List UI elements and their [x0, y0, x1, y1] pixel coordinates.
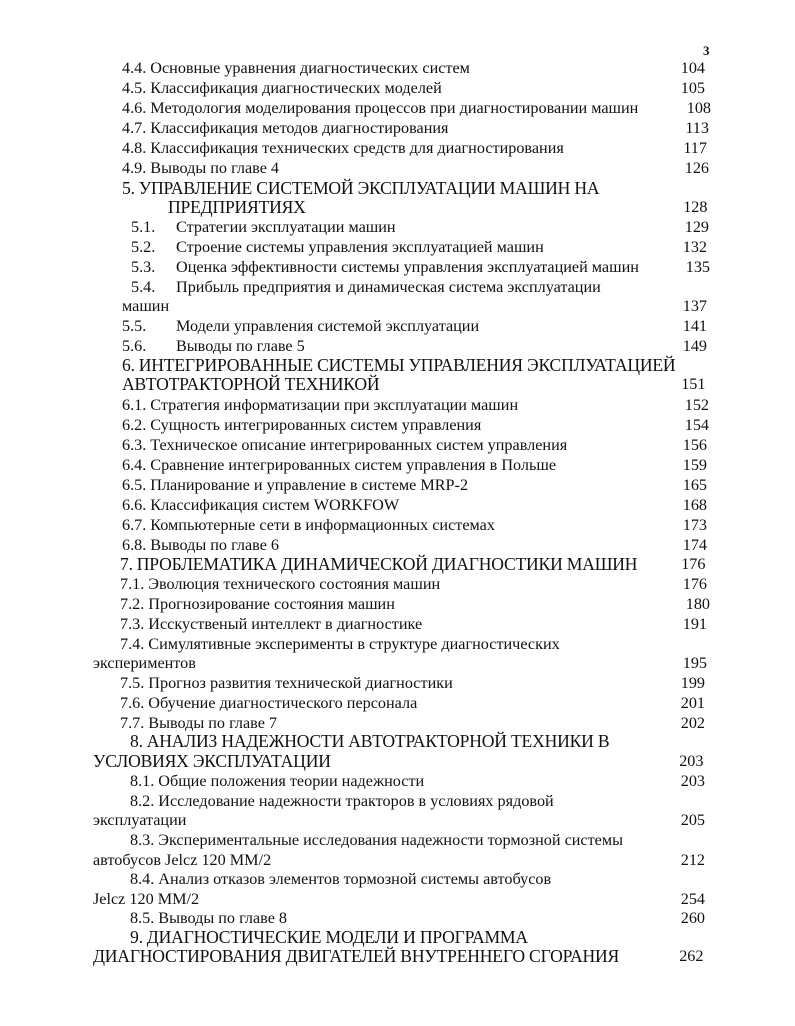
toc-entry	[0, 475, 795, 495]
toc-entry	[0, 927, 795, 947]
page-number: 3	[703, 43, 710, 58]
toc-entry-title: Выводы по главе 5	[176, 337, 305, 355]
toc-entry-page: 129	[684, 218, 709, 236]
toc-entry-continuation	[0, 946, 795, 966]
toc-entry-continuation	[0, 374, 795, 394]
toc-entry-page: 154	[684, 416, 709, 434]
toc-entry-title: Классификация диагностических моделей	[150, 79, 442, 97]
toc-entry	[0, 355, 795, 375]
toc-entry-title: Компьютерные сети в информационных системах	[150, 516, 495, 534]
toc-entry-number: 6.	[122, 355, 135, 375]
toc-entry-number: 4.9.	[122, 159, 147, 177]
toc-entry-title-continued: Jelcz 120 MM/2	[93, 890, 200, 908]
toc-entry-title: Выводы по главе 4	[150, 159, 280, 177]
toc-entry-title-continued: экспериментов	[93, 654, 196, 672]
toc-entry-number: 6.1.	[122, 396, 147, 414]
toc-entry-title: АНАЛИЗ НАДЕЖНОСТИ АВТОТРАКТОРНОЙ ТЕХНИКИ В	[146, 731, 610, 751]
toc-entry	[0, 634, 795, 654]
toc-entry-page: 141	[682, 317, 707, 335]
toc-entry-title: Сравнение интегрированных систем управления в Польше	[150, 456, 557, 474]
toc-entry-page: 199	[680, 674, 705, 692]
toc-entry	[0, 415, 795, 435]
toc-entry	[0, 515, 795, 535]
toc-entry-number: 7.4.	[120, 635, 145, 653]
toc-entry-number: 4.4.	[122, 59, 147, 77]
toc-entry-title: Обучение диагностического персонала	[148, 694, 418, 712]
toc-entry-title: Прогноз развития технической диагностики	[148, 674, 453, 692]
toc-entry-number: 4.5.	[122, 79, 147, 97]
toc-entry-page: 132	[682, 238, 707, 256]
toc-entry	[0, 830, 795, 850]
toc-entry-page: 254	[680, 890, 705, 908]
toc-entry-number: 8.3.	[130, 831, 155, 849]
toc-entry-title: Основные уравнения диагностических систем	[150, 59, 470, 77]
toc-entry-number: 4.7.	[122, 119, 147, 137]
toc-entry-page: 203	[679, 752, 704, 770]
toc-entry-title: Прогнозирование состояния машин	[148, 595, 395, 613]
toc-entry-page: 126	[684, 159, 709, 177]
toc-entry-continuation	[0, 850, 795, 870]
toc-entry-page: 212	[680, 851, 705, 869]
toc-entry-title: Планирование и управление в системе MRP-2	[150, 476, 469, 494]
toc-entry-continuation	[0, 296, 795, 316]
toc-entry-title-continued: автобусов Jelcz 120 MM/2	[93, 851, 272, 869]
toc-entry-number: 6.5.	[122, 476, 147, 494]
toc-entry	[0, 217, 795, 237]
toc-entry-number: 4.6.	[122, 99, 147, 117]
toc-entry-title: Исследование надежности тракторов в условиях рядовой	[158, 792, 554, 810]
toc-entry-page: 149	[682, 337, 707, 355]
toc-entry-number: 5.5.	[122, 317, 147, 335]
toc-entry-page: 205	[680, 811, 705, 829]
toc-entry	[0, 58, 795, 78]
toc-entry-page: 128	[683, 198, 708, 216]
toc-entry-page: 195	[682, 654, 707, 672]
toc-entry-page: 137	[682, 297, 707, 315]
toc-entry-title: Классификация методов диагностирования	[150, 119, 449, 137]
toc-entry-title: Модели управления системой эксплуатации	[176, 317, 480, 335]
toc-entry	[0, 78, 795, 98]
toc-entry	[0, 435, 795, 455]
toc-entry	[0, 118, 795, 138]
toc-entry-continuation	[0, 653, 795, 673]
toc-entry-number: 6.7.	[122, 516, 147, 534]
toc-entry-continuation	[0, 889, 795, 909]
toc-entry-number: 7.5.	[120, 674, 145, 692]
toc-entry-title: Симулятивные эксперименты в структуре диагностических	[148, 635, 560, 653]
toc-entry-page: 168	[682, 496, 707, 514]
toc-entry-page: 201	[680, 694, 705, 712]
toc-entry-page: 191	[682, 615, 707, 633]
toc-entry-number: 5.1.	[131, 218, 156, 236]
toc-entry-title: Экспериментальные исследования надежности тормозной системы	[158, 831, 623, 849]
toc-entry-page: 105	[680, 79, 705, 97]
toc-entry-page: 117	[683, 139, 707, 157]
toc-entry	[0, 869, 795, 889]
toc-entry-number: 7.1.	[120, 575, 145, 593]
toc-entry-number: 6.8.	[122, 536, 147, 554]
toc-entry	[0, 455, 795, 475]
toc-entry-title: Исскуственый интеллект в диагностике	[148, 615, 423, 633]
toc-entry-number: 9.	[130, 927, 143, 947]
toc-entry-title: ИНТЕГРИРОВАННЫЕ СИСТЕМЫ УПРАВЛЕНИЯ ЭКСПЛУАТАЦИЕЙ	[138, 355, 676, 375]
toc-entry-title-continued: УСЛОВИЯХ ЭКСПЛУАТАЦИИ	[93, 751, 331, 771]
toc-entry-number: 7.7.	[120, 714, 145, 732]
toc-entry-page: 260	[680, 909, 705, 927]
toc-entry	[0, 158, 795, 178]
toc-entry-title: Классификация технических средств для диагностирования	[150, 139, 564, 157]
toc-entry-number: 6.6.	[122, 496, 147, 514]
toc-entry-number: 8.	[130, 731, 143, 751]
toc-entry-number: 8.4.	[130, 870, 155, 888]
toc-entry	[0, 791, 795, 811]
toc-entry-title: Классификация систем WORKFOW	[150, 496, 400, 514]
toc-entry-title: Оценка эффективности системы управления эксплуатацией машин	[176, 258, 639, 276]
toc-entry	[0, 277, 795, 297]
toc-entry-number: 8.2.	[130, 792, 155, 810]
toc-entry-page: 202	[680, 714, 705, 732]
toc-entry-title: Общие положения теории надежности	[158, 772, 425, 790]
toc-entry-number: 4.8.	[122, 139, 147, 157]
toc-entry-number: 6.2.	[122, 416, 147, 434]
toc-entry-number: 8.1.	[130, 772, 155, 790]
toc-entry-number: 5.4.	[131, 278, 156, 296]
toc-entry-page: 203	[680, 772, 705, 790]
toc-entry-title: Строение системы управления эксплуатацией машин	[176, 238, 544, 256]
toc-entry	[0, 535, 795, 555]
toc-entry-number: 8.5.	[130, 909, 155, 927]
toc-entry-title: Техническое описание интегрированных систем управления	[150, 436, 568, 454]
toc-entry-continuation	[0, 197, 795, 217]
toc-entry-title: УПРАВЛЕНИЕ СИСТЕМОЙ ЭКСПЛУАТАЦИИ МАШИН НА	[138, 178, 600, 198]
toc-entry-continuation	[0, 810, 795, 830]
toc-entry-page: 135	[685, 258, 710, 276]
toc-entry	[0, 673, 795, 693]
toc-entry-number: 7.	[120, 554, 133, 574]
toc-entry	[0, 731, 795, 751]
toc-entry	[0, 693, 795, 713]
toc-entry-title: Выводы по главе 7	[148, 714, 278, 732]
toc-entry-page: 165	[682, 476, 707, 494]
toc-entry-number: 6.3.	[122, 436, 147, 454]
toc-entry	[0, 771, 795, 791]
toc-entry	[0, 178, 795, 198]
toc-entry-title: ДИАГНОСТИЧЕСКИЕ МОДЕЛИ И ПРОГРАММА	[146, 927, 528, 947]
toc-entry-page: 176	[681, 555, 706, 573]
toc-entry-title-continued: ДИАГНОСТИРОВАНИЯ ДВИГАТЕЛЕЙ ВНУТРЕННЕГО СГОРАНИЯ	[93, 946, 620, 966]
toc-entry-page: 104	[680, 59, 705, 77]
toc-entry	[0, 554, 795, 574]
toc-entry	[0, 336, 795, 356]
toc-entry-page: 262	[679, 947, 704, 965]
toc-entry-number: 5.2.	[131, 238, 156, 256]
toc-entry-title: Выводы по главе 8	[158, 909, 288, 927]
toc-entry-page: 173	[682, 516, 707, 534]
toc-entry-page: 156	[682, 436, 707, 454]
toc-entry-page: 174	[682, 536, 707, 554]
toc-entry-number: 7.2.	[120, 595, 145, 613]
toc-entry-title: Выводы по главе 6	[150, 536, 280, 554]
toc-entry	[0, 614, 795, 634]
toc-entry	[0, 713, 795, 733]
toc-entry-title: Сущность интегрированных систем управления	[150, 416, 482, 434]
toc-entry-title: Методология моделирования процессов при диагностировании машин	[150, 99, 639, 117]
toc-entry	[0, 316, 795, 336]
toc-entry	[0, 138, 795, 158]
toc-entry	[0, 594, 795, 614]
toc-entry-title-continued: АВТОТРАКТОРНОЙ ТЕХНИКОЙ	[122, 374, 380, 394]
toc-entry-title-continued: эксплуатации	[93, 811, 187, 829]
toc-entry-title: Эволюция технического состояния машин	[148, 575, 441, 593]
toc-entry-number: 6.4.	[122, 456, 147, 474]
toc-entry-title: Стратегия информатизации при эксплуатации машин	[150, 396, 519, 414]
toc-entry-title: ПРОБЛЕМАТИКА ДИНАМИЧЕСКОЙ ДИАГНОСТИКИ МАШИН	[136, 554, 638, 574]
toc-entry	[0, 395, 795, 415]
toc-entry-page: 176	[682, 575, 707, 593]
toc-entry-number: 7.3.	[120, 615, 145, 633]
toc-entry-page: 152	[684, 396, 709, 414]
toc-entry-number: 5.6.	[122, 337, 147, 355]
toc-entry-title: Прибыль предприятия и динамическая система эксплуатации	[176, 278, 601, 296]
toc-entry-page: 180	[685, 595, 710, 613]
toc-entry-title: Анализ отказов элементов тормозной системы автобусов	[158, 870, 552, 888]
toc-entry	[0, 574, 795, 594]
toc-entry-title-continued: машин	[122, 297, 170, 315]
toc-entry	[0, 98, 795, 118]
toc-entry-page: 108	[686, 99, 711, 117]
toc-entry-number: 5.	[122, 178, 135, 198]
toc-entry	[0, 257, 795, 277]
toc-entry-page: 113	[685, 119, 709, 137]
toc-entry-number: 5.3.	[131, 258, 156, 276]
toc-entry-title-continued: ПРЕДПРИЯТИЯХ	[168, 197, 306, 217]
toc-entry-page: 151	[681, 375, 706, 393]
toc-entry-page: 159	[682, 456, 707, 474]
toc-entry	[0, 908, 795, 928]
toc-entry-continuation	[0, 751, 795, 771]
toc-entry-title: Стратегии эксплуатации машин	[176, 218, 396, 236]
toc-entry	[0, 495, 795, 515]
toc-entry	[0, 237, 795, 257]
toc-entry-number: 7.6.	[120, 694, 145, 712]
